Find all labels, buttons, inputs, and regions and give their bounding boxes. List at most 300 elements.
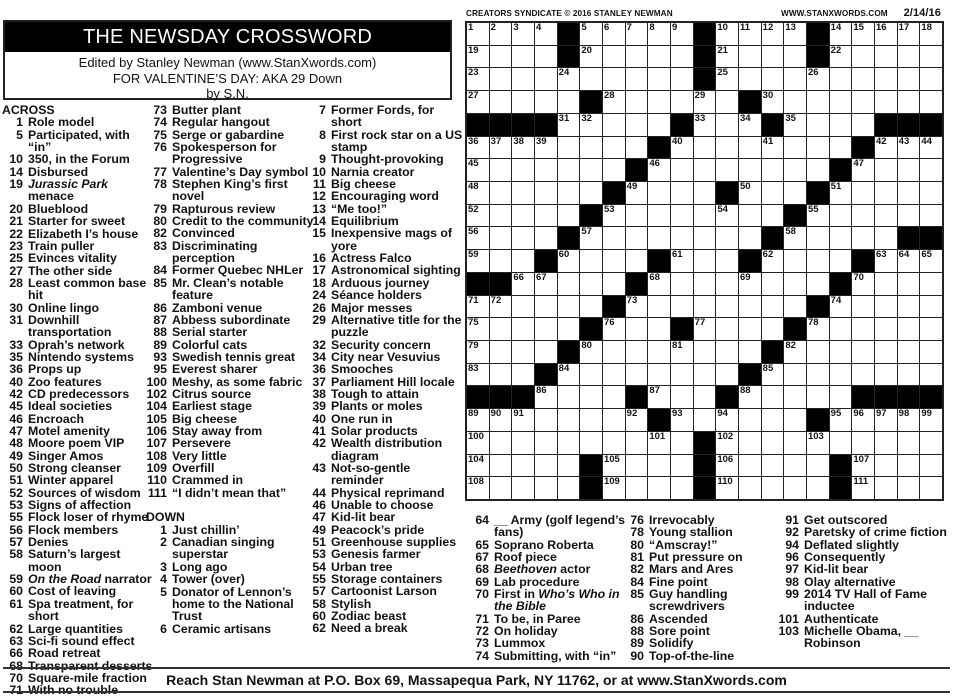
grid-cell[interactable] bbox=[648, 46, 670, 68]
grid-cell[interactable] bbox=[694, 296, 716, 318]
grid-cell[interactable] bbox=[626, 68, 648, 90]
grid-cell[interactable] bbox=[739, 159, 761, 181]
grid-cell[interactable] bbox=[490, 341, 512, 363]
grid-cell[interactable] bbox=[762, 159, 784, 181]
grid-cell[interactable] bbox=[535, 23, 557, 45]
grid-cell[interactable] bbox=[671, 477, 693, 499]
grid-cell[interactable] bbox=[875, 46, 897, 68]
grid-cell[interactable] bbox=[898, 455, 920, 477]
grid-cell[interactable] bbox=[830, 341, 852, 363]
grid-cell[interactable] bbox=[898, 364, 920, 386]
grid-cell[interactable] bbox=[830, 318, 852, 340]
grid-cell[interactable] bbox=[716, 23, 738, 45]
grid-cell[interactable] bbox=[920, 364, 942, 386]
grid-cell[interactable] bbox=[762, 68, 784, 90]
grid-cell[interactable] bbox=[852, 409, 874, 431]
grid-cell[interactable] bbox=[467, 227, 489, 249]
grid-cell[interactable] bbox=[716, 296, 738, 318]
grid-cell[interactable] bbox=[467, 296, 489, 318]
grid-cell[interactable] bbox=[626, 182, 648, 204]
grid-cell[interactable] bbox=[920, 159, 942, 181]
grid-cell[interactable] bbox=[920, 296, 942, 318]
grid-cell[interactable] bbox=[558, 318, 580, 340]
grid-cell[interactable] bbox=[875, 159, 897, 181]
grid-cell[interactable] bbox=[784, 341, 806, 363]
grid-cell[interactable] bbox=[558, 182, 580, 204]
grid-cell[interactable] bbox=[535, 386, 557, 408]
grid-cell[interactable] bbox=[807, 114, 829, 136]
grid-cell[interactable] bbox=[739, 341, 761, 363]
grid-cell[interactable] bbox=[648, 273, 670, 295]
grid-cell[interactable] bbox=[580, 273, 602, 295]
grid-cell[interactable] bbox=[603, 68, 625, 90]
grid-cell[interactable] bbox=[467, 409, 489, 431]
grid-cell[interactable] bbox=[807, 477, 829, 499]
grid-cell[interactable] bbox=[807, 250, 829, 272]
grid-cell[interactable] bbox=[648, 205, 670, 227]
grid-cell[interactable] bbox=[830, 91, 852, 113]
grid-cell[interactable] bbox=[490, 68, 512, 90]
grid-cell[interactable] bbox=[694, 364, 716, 386]
grid-cell[interactable] bbox=[694, 137, 716, 159]
grid-cell[interactable] bbox=[467, 159, 489, 181]
grid-cell[interactable] bbox=[490, 23, 512, 45]
grid-cell[interactable] bbox=[852, 341, 874, 363]
grid-cell[interactable] bbox=[852, 182, 874, 204]
grid-cell[interactable] bbox=[920, 46, 942, 68]
grid-cell[interactable] bbox=[898, 23, 920, 45]
grid-cell[interactable] bbox=[558, 409, 580, 431]
grid-cell[interactable] bbox=[852, 205, 874, 227]
grid-cell[interactable] bbox=[671, 68, 693, 90]
grid-cell[interactable] bbox=[852, 273, 874, 295]
grid-cell[interactable] bbox=[603, 46, 625, 68]
grid-cell[interactable] bbox=[694, 273, 716, 295]
grid-cell[interactable] bbox=[603, 364, 625, 386]
grid-cell[interactable] bbox=[467, 477, 489, 499]
grid-cell[interactable] bbox=[603, 114, 625, 136]
grid-cell[interactable] bbox=[852, 91, 874, 113]
grid-cell[interactable] bbox=[467, 205, 489, 227]
grid-cell[interactable] bbox=[830, 23, 852, 45]
grid-cell[interactable] bbox=[875, 432, 897, 454]
grid-cell[interactable] bbox=[875, 477, 897, 499]
grid-cell[interactable] bbox=[739, 137, 761, 159]
grid-cell[interactable] bbox=[603, 205, 625, 227]
grid-cell[interactable] bbox=[807, 364, 829, 386]
grid-cell[interactable] bbox=[490, 227, 512, 249]
grid-cell[interactable] bbox=[784, 227, 806, 249]
grid-cell[interactable] bbox=[784, 46, 806, 68]
grid-cell[interactable] bbox=[716, 432, 738, 454]
grid-cell[interactable] bbox=[512, 182, 534, 204]
grid-cell[interactable] bbox=[920, 23, 942, 45]
grid-cell[interactable] bbox=[512, 409, 534, 431]
grid-cell[interactable] bbox=[739, 477, 761, 499]
grid-cell[interactable] bbox=[580, 159, 602, 181]
grid-cell[interactable] bbox=[648, 341, 670, 363]
grid-cell[interactable] bbox=[875, 273, 897, 295]
grid-cell[interactable] bbox=[920, 182, 942, 204]
grid-cell[interactable] bbox=[580, 137, 602, 159]
grid-cell[interactable] bbox=[648, 182, 670, 204]
grid-cell[interactable] bbox=[852, 364, 874, 386]
grid-cell[interactable] bbox=[807, 227, 829, 249]
grid-cell[interactable] bbox=[762, 409, 784, 431]
grid-cell[interactable] bbox=[830, 205, 852, 227]
grid-cell[interactable] bbox=[830, 364, 852, 386]
grid-cell[interactable] bbox=[648, 296, 670, 318]
grid-cell[interactable] bbox=[648, 91, 670, 113]
grid-cell[interactable] bbox=[784, 250, 806, 272]
grid-cell[interactable] bbox=[875, 137, 897, 159]
grid-cell[interactable] bbox=[807, 137, 829, 159]
grid-cell[interactable] bbox=[920, 273, 942, 295]
grid-cell[interactable] bbox=[762, 386, 784, 408]
grid-cell[interactable] bbox=[875, 318, 897, 340]
grid-cell[interactable] bbox=[920, 341, 942, 363]
grid-cell[interactable] bbox=[762, 46, 784, 68]
grid-cell[interactable] bbox=[875, 250, 897, 272]
grid-cell[interactable] bbox=[875, 91, 897, 113]
grid-cell[interactable] bbox=[535, 409, 557, 431]
grid-cell[interactable] bbox=[716, 46, 738, 68]
grid-cell[interactable] bbox=[784, 68, 806, 90]
grid-cell[interactable] bbox=[626, 318, 648, 340]
grid-cell[interactable] bbox=[648, 114, 670, 136]
grid-cell[interactable] bbox=[920, 68, 942, 90]
grid-cell[interactable] bbox=[580, 386, 602, 408]
grid-cell[interactable] bbox=[671, 46, 693, 68]
grid-cell[interactable] bbox=[898, 432, 920, 454]
grid-cell[interactable] bbox=[898, 477, 920, 499]
grid-cell[interactable] bbox=[626, 114, 648, 136]
grid-cell[interactable] bbox=[898, 318, 920, 340]
grid-cell[interactable] bbox=[580, 364, 602, 386]
grid-cell[interactable] bbox=[558, 159, 580, 181]
grid-cell[interactable] bbox=[694, 250, 716, 272]
grid-cell[interactable] bbox=[603, 386, 625, 408]
grid-cell[interactable] bbox=[875, 68, 897, 90]
grid-cell[interactable] bbox=[762, 318, 784, 340]
grid-cell[interactable] bbox=[694, 159, 716, 181]
grid-cell[interactable] bbox=[830, 227, 852, 249]
grid-cell[interactable] bbox=[490, 364, 512, 386]
grid-cell[interactable] bbox=[852, 477, 874, 499]
grid-cell[interactable] bbox=[716, 250, 738, 272]
grid-cell[interactable] bbox=[784, 432, 806, 454]
grid-cell[interactable] bbox=[535, 296, 557, 318]
grid-cell[interactable] bbox=[671, 159, 693, 181]
grid-cell[interactable] bbox=[807, 455, 829, 477]
grid-cell[interactable] bbox=[535, 205, 557, 227]
grid-cell[interactable] bbox=[784, 477, 806, 499]
grid-cell[interactable] bbox=[535, 227, 557, 249]
grid-cell[interactable] bbox=[739, 227, 761, 249]
grid-cell[interactable] bbox=[852, 68, 874, 90]
grid-cell[interactable] bbox=[512, 250, 534, 272]
grid-cell[interactable] bbox=[535, 91, 557, 113]
grid-cell[interactable] bbox=[558, 432, 580, 454]
grid-cell[interactable] bbox=[512, 205, 534, 227]
grid-cell[interactable] bbox=[535, 273, 557, 295]
grid-cell[interactable] bbox=[898, 250, 920, 272]
grid-cell[interactable] bbox=[852, 227, 874, 249]
grid-cell[interactable] bbox=[671, 91, 693, 113]
grid-cell[interactable] bbox=[898, 46, 920, 68]
grid-cell[interactable] bbox=[762, 91, 784, 113]
grid-cell[interactable] bbox=[603, 477, 625, 499]
grid-cell[interactable] bbox=[716, 409, 738, 431]
grid-cell[interactable] bbox=[807, 273, 829, 295]
grid-cell[interactable] bbox=[807, 205, 829, 227]
grid-cell[interactable] bbox=[603, 318, 625, 340]
grid-cell[interactable] bbox=[898, 68, 920, 90]
grid-cell[interactable] bbox=[784, 409, 806, 431]
grid-cell[interactable] bbox=[467, 432, 489, 454]
grid-cell[interactable] bbox=[807, 68, 829, 90]
grid-cell[interactable] bbox=[898, 159, 920, 181]
grid-cell[interactable] bbox=[648, 318, 670, 340]
grid-cell[interactable] bbox=[490, 318, 512, 340]
grid-cell[interactable] bbox=[898, 296, 920, 318]
grid-cell[interactable] bbox=[580, 23, 602, 45]
grid-cell[interactable] bbox=[875, 23, 897, 45]
grid-cell[interactable] bbox=[671, 432, 693, 454]
grid-cell[interactable] bbox=[898, 205, 920, 227]
grid-cell[interactable] bbox=[807, 91, 829, 113]
grid-cell[interactable] bbox=[535, 477, 557, 499]
grid-cell[interactable] bbox=[512, 432, 534, 454]
grid-cell[interactable] bbox=[558, 114, 580, 136]
grid-cell[interactable] bbox=[784, 386, 806, 408]
grid-cell[interactable] bbox=[648, 477, 670, 499]
grid-cell[interactable] bbox=[784, 23, 806, 45]
grid-cell[interactable] bbox=[580, 432, 602, 454]
grid-cell[interactable] bbox=[830, 46, 852, 68]
grid-cell[interactable] bbox=[648, 159, 670, 181]
grid-cell[interactable] bbox=[512, 227, 534, 249]
grid-cell[interactable] bbox=[807, 386, 829, 408]
grid-cell[interactable] bbox=[512, 23, 534, 45]
grid-cell[interactable] bbox=[920, 137, 942, 159]
grid-cell[interactable] bbox=[920, 455, 942, 477]
grid-cell[interactable] bbox=[875, 205, 897, 227]
grid-cell[interactable] bbox=[716, 68, 738, 90]
grid-cell[interactable] bbox=[739, 432, 761, 454]
grid-cell[interactable] bbox=[875, 455, 897, 477]
grid-cell[interactable] bbox=[920, 91, 942, 113]
grid-cell[interactable] bbox=[626, 137, 648, 159]
grid-cell[interactable] bbox=[830, 432, 852, 454]
grid-cell[interactable] bbox=[648, 364, 670, 386]
grid-cell[interactable] bbox=[898, 182, 920, 204]
grid-cell[interactable] bbox=[852, 296, 874, 318]
grid-cell[interactable] bbox=[512, 318, 534, 340]
grid-cell[interactable] bbox=[626, 477, 648, 499]
grid-cell[interactable] bbox=[603, 341, 625, 363]
grid-cell[interactable] bbox=[739, 205, 761, 227]
grid-cell[interactable] bbox=[558, 364, 580, 386]
grid-cell[interactable] bbox=[512, 341, 534, 363]
grid-cell[interactable] bbox=[580, 341, 602, 363]
grid-cell[interactable] bbox=[603, 23, 625, 45]
grid-cell[interactable] bbox=[580, 182, 602, 204]
grid-cell[interactable] bbox=[875, 296, 897, 318]
grid-cell[interactable] bbox=[739, 296, 761, 318]
grid-cell[interactable] bbox=[626, 296, 648, 318]
grid-cell[interactable] bbox=[671, 273, 693, 295]
grid-cell[interactable] bbox=[558, 250, 580, 272]
grid-cell[interactable] bbox=[558, 68, 580, 90]
grid-cell[interactable] bbox=[512, 296, 534, 318]
grid-cell[interactable] bbox=[739, 386, 761, 408]
grid-cell[interactable] bbox=[920, 477, 942, 499]
grid-cell[interactable] bbox=[490, 455, 512, 477]
grid-cell[interactable] bbox=[626, 23, 648, 45]
grid-cell[interactable] bbox=[648, 23, 670, 45]
grid-cell[interactable] bbox=[580, 296, 602, 318]
grid-cell[interactable] bbox=[558, 455, 580, 477]
grid-cell[interactable] bbox=[490, 182, 512, 204]
grid-cell[interactable] bbox=[762, 455, 784, 477]
grid-cell[interactable] bbox=[467, 182, 489, 204]
grid-cell[interactable] bbox=[716, 137, 738, 159]
grid-cell[interactable] bbox=[467, 364, 489, 386]
grid-cell[interactable] bbox=[535, 68, 557, 90]
grid-cell[interactable] bbox=[467, 46, 489, 68]
grid-cell[interactable] bbox=[490, 250, 512, 272]
grid-cell[interactable] bbox=[807, 341, 829, 363]
grid-cell[interactable] bbox=[694, 182, 716, 204]
grid-cell[interactable] bbox=[467, 341, 489, 363]
grid-cell[interactable] bbox=[875, 409, 897, 431]
grid-cell[interactable] bbox=[716, 318, 738, 340]
grid-cell[interactable] bbox=[716, 227, 738, 249]
grid-cell[interactable] bbox=[648, 68, 670, 90]
grid-cell[interactable] bbox=[694, 114, 716, 136]
grid-cell[interactable] bbox=[648, 227, 670, 249]
grid-cell[interactable] bbox=[671, 250, 693, 272]
grid-cell[interactable] bbox=[558, 386, 580, 408]
grid-cell[interactable] bbox=[920, 432, 942, 454]
grid-cell[interactable] bbox=[626, 91, 648, 113]
grid-cell[interactable] bbox=[762, 137, 784, 159]
grid-cell[interactable] bbox=[648, 386, 670, 408]
grid-cell[interactable] bbox=[852, 23, 874, 45]
grid-cell[interactable] bbox=[739, 455, 761, 477]
grid-cell[interactable] bbox=[784, 182, 806, 204]
grid-cell[interactable] bbox=[558, 91, 580, 113]
grid-cell[interactable] bbox=[467, 23, 489, 45]
grid-cell[interactable] bbox=[852, 46, 874, 68]
grid-cell[interactable] bbox=[580, 68, 602, 90]
grid-cell[interactable] bbox=[739, 409, 761, 431]
grid-cell[interactable] bbox=[716, 341, 738, 363]
grid-cell[interactable] bbox=[875, 341, 897, 363]
grid-cell[interactable] bbox=[716, 477, 738, 499]
grid-cell[interactable] bbox=[671, 386, 693, 408]
grid-cell[interactable] bbox=[671, 341, 693, 363]
grid-cell[interactable] bbox=[898, 273, 920, 295]
grid-cell[interactable] bbox=[535, 46, 557, 68]
grid-cell[interactable] bbox=[648, 455, 670, 477]
grid-cell[interactable] bbox=[626, 205, 648, 227]
grid-cell[interactable] bbox=[467, 91, 489, 113]
grid-cell[interactable] bbox=[626, 341, 648, 363]
grid-cell[interactable] bbox=[535, 318, 557, 340]
grid-cell[interactable] bbox=[467, 137, 489, 159]
grid-cell[interactable] bbox=[535, 137, 557, 159]
grid-cell[interactable] bbox=[830, 409, 852, 431]
grid-cell[interactable] bbox=[694, 341, 716, 363]
grid-cell[interactable] bbox=[830, 386, 852, 408]
grid-cell[interactable] bbox=[603, 227, 625, 249]
grid-cell[interactable] bbox=[739, 318, 761, 340]
grid-cell[interactable] bbox=[898, 137, 920, 159]
grid-cell[interactable] bbox=[762, 477, 784, 499]
grid-cell[interactable] bbox=[512, 477, 534, 499]
grid-cell[interactable] bbox=[490, 137, 512, 159]
grid-cell[interactable] bbox=[490, 205, 512, 227]
grid-cell[interactable] bbox=[580, 46, 602, 68]
grid-cell[interactable] bbox=[739, 23, 761, 45]
grid-cell[interactable] bbox=[716, 91, 738, 113]
grid-cell[interactable] bbox=[762, 296, 784, 318]
grid-cell[interactable] bbox=[580, 114, 602, 136]
grid-cell[interactable] bbox=[762, 273, 784, 295]
grid-cell[interactable] bbox=[490, 296, 512, 318]
grid-cell[interactable] bbox=[671, 227, 693, 249]
grid-cell[interactable] bbox=[739, 46, 761, 68]
grid-cell[interactable] bbox=[603, 409, 625, 431]
grid-cell[interactable] bbox=[830, 68, 852, 90]
grid-cell[interactable] bbox=[535, 182, 557, 204]
grid-cell[interactable] bbox=[898, 91, 920, 113]
grid-cell[interactable] bbox=[626, 364, 648, 386]
grid-cell[interactable] bbox=[875, 364, 897, 386]
grid-cell[interactable] bbox=[716, 159, 738, 181]
grid-cell[interactable] bbox=[739, 114, 761, 136]
grid-cell[interactable] bbox=[784, 455, 806, 477]
grid-cell[interactable] bbox=[830, 182, 852, 204]
grid-cell[interactable] bbox=[535, 455, 557, 477]
grid-cell[interactable] bbox=[762, 432, 784, 454]
grid-cell[interactable] bbox=[558, 296, 580, 318]
grid-cell[interactable] bbox=[626, 409, 648, 431]
grid-cell[interactable] bbox=[739, 273, 761, 295]
grid-cell[interactable] bbox=[671, 23, 693, 45]
grid-cell[interactable] bbox=[784, 114, 806, 136]
grid-cell[interactable] bbox=[784, 273, 806, 295]
grid-cell[interactable] bbox=[852, 159, 874, 181]
grid-cell[interactable] bbox=[671, 409, 693, 431]
grid-cell[interactable] bbox=[467, 318, 489, 340]
grid-cell[interactable] bbox=[490, 46, 512, 68]
grid-cell[interactable] bbox=[875, 182, 897, 204]
grid-cell[interactable] bbox=[512, 273, 534, 295]
grid-cell[interactable] bbox=[830, 296, 852, 318]
grid-cell[interactable] bbox=[830, 250, 852, 272]
grid-cell[interactable] bbox=[626, 227, 648, 249]
grid-cell[interactable] bbox=[852, 318, 874, 340]
grid-cell[interactable] bbox=[898, 409, 920, 431]
grid-cell[interactable] bbox=[626, 46, 648, 68]
grid-cell[interactable] bbox=[490, 159, 512, 181]
grid-cell[interactable] bbox=[467, 250, 489, 272]
grid-cell[interactable] bbox=[671, 137, 693, 159]
grid-cell[interactable] bbox=[626, 455, 648, 477]
